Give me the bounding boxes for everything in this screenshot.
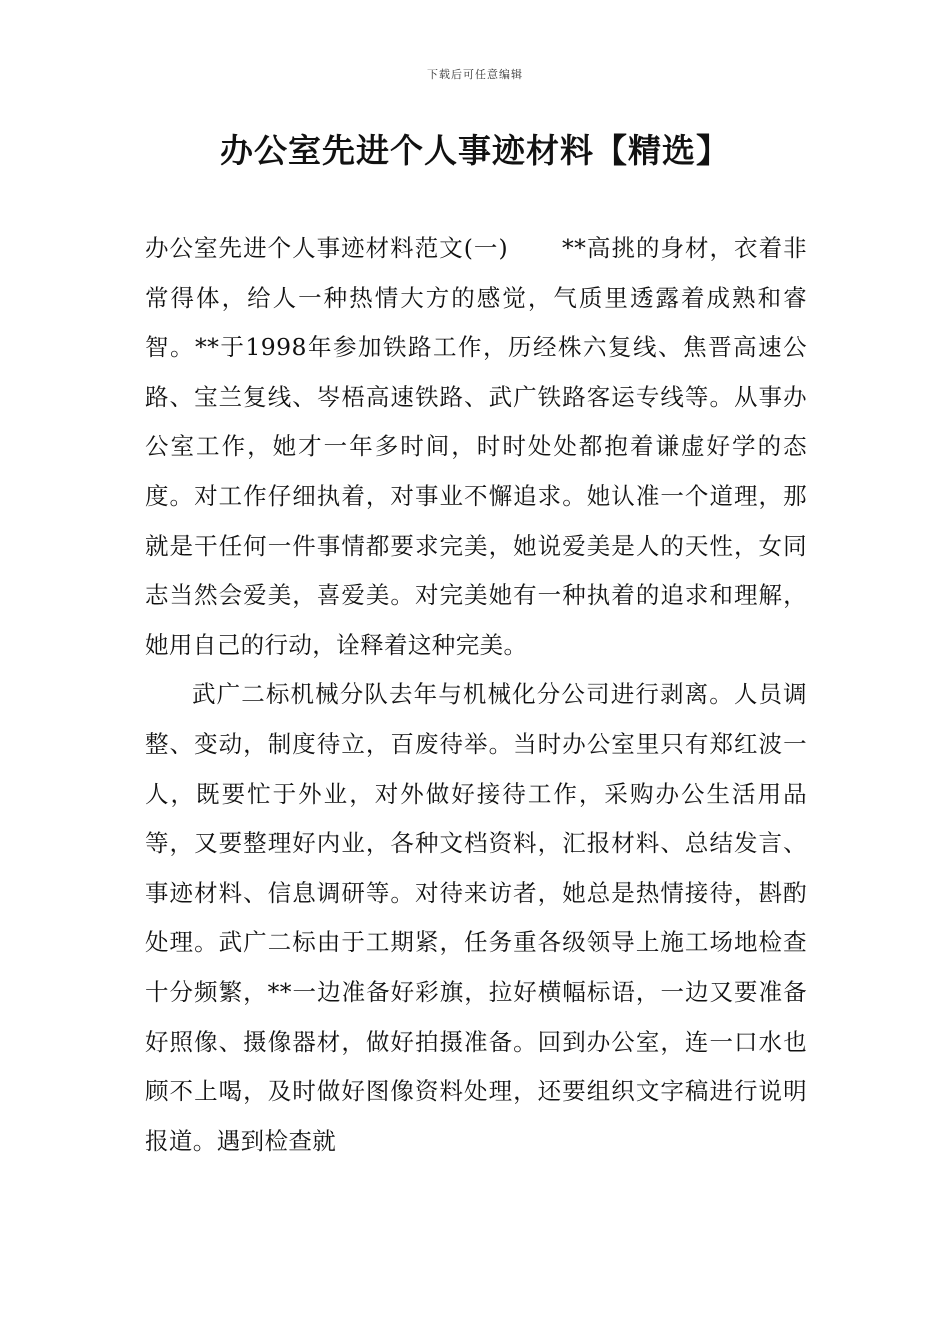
- document-body: [145, 224, 807, 1166]
- intro-heading: 办公室先进个人事迹材料范文(一): [145, 234, 509, 262]
- paragraph-1-text: **高挑的身材，衣着非常得体，给人一种热情大方的感觉，气质里透露着成熟和睿智。**于1998年参加铁路工作，历经株六复线、焦晋高速公路、宝兰复线、岑梧高速铁路、武广铁路客运专线等。从事办公室工作，她才一年多时间，时时处处都抱着谦虚好学的态度。对工作仔细执着，对事业不懈追求。她认准一个道理，那就是干任何一件事情都要求完美，她说爱美是人的天性，女同志当然会爱美，喜爱美。对完美她有一种执着的追求和理解，她用自己的行动，诠释着这种完美。: [145, 234, 807, 659]
- paragraph-1: [145, 224, 807, 670]
- document-title: 办公室先进个人事迹材料【精选】: [220, 131, 730, 170]
- header-note: 下载后可任意编辑: [427, 68, 523, 81]
- paragraph-2: 武广二标机械分队去年与机械化分公司进行剥离。人员调整、变动，制度待立，百废待举。当时办公室里只有郑红波一人，既要忙于外业，对外做好接待工作，采购办公生活用品等，又要整理好内业，各种文档资料，汇报材料、总结发言、事迹材料、信息调研等。对待来访者，她总是热情接待，斟酌处理。武广二标由于工期紧，任务重各级领导上施工场地检查十分频繁，**一边准备好彩旗，拉好横幅标语，一边又要准备好照像、摄像器材，做好拍摄准备。回到办公室，连一口水也顾不上喝，及时做好图像资料处理，还要组织文字稿进行说明报道。遇到检查就: [145, 680, 807, 1155]
